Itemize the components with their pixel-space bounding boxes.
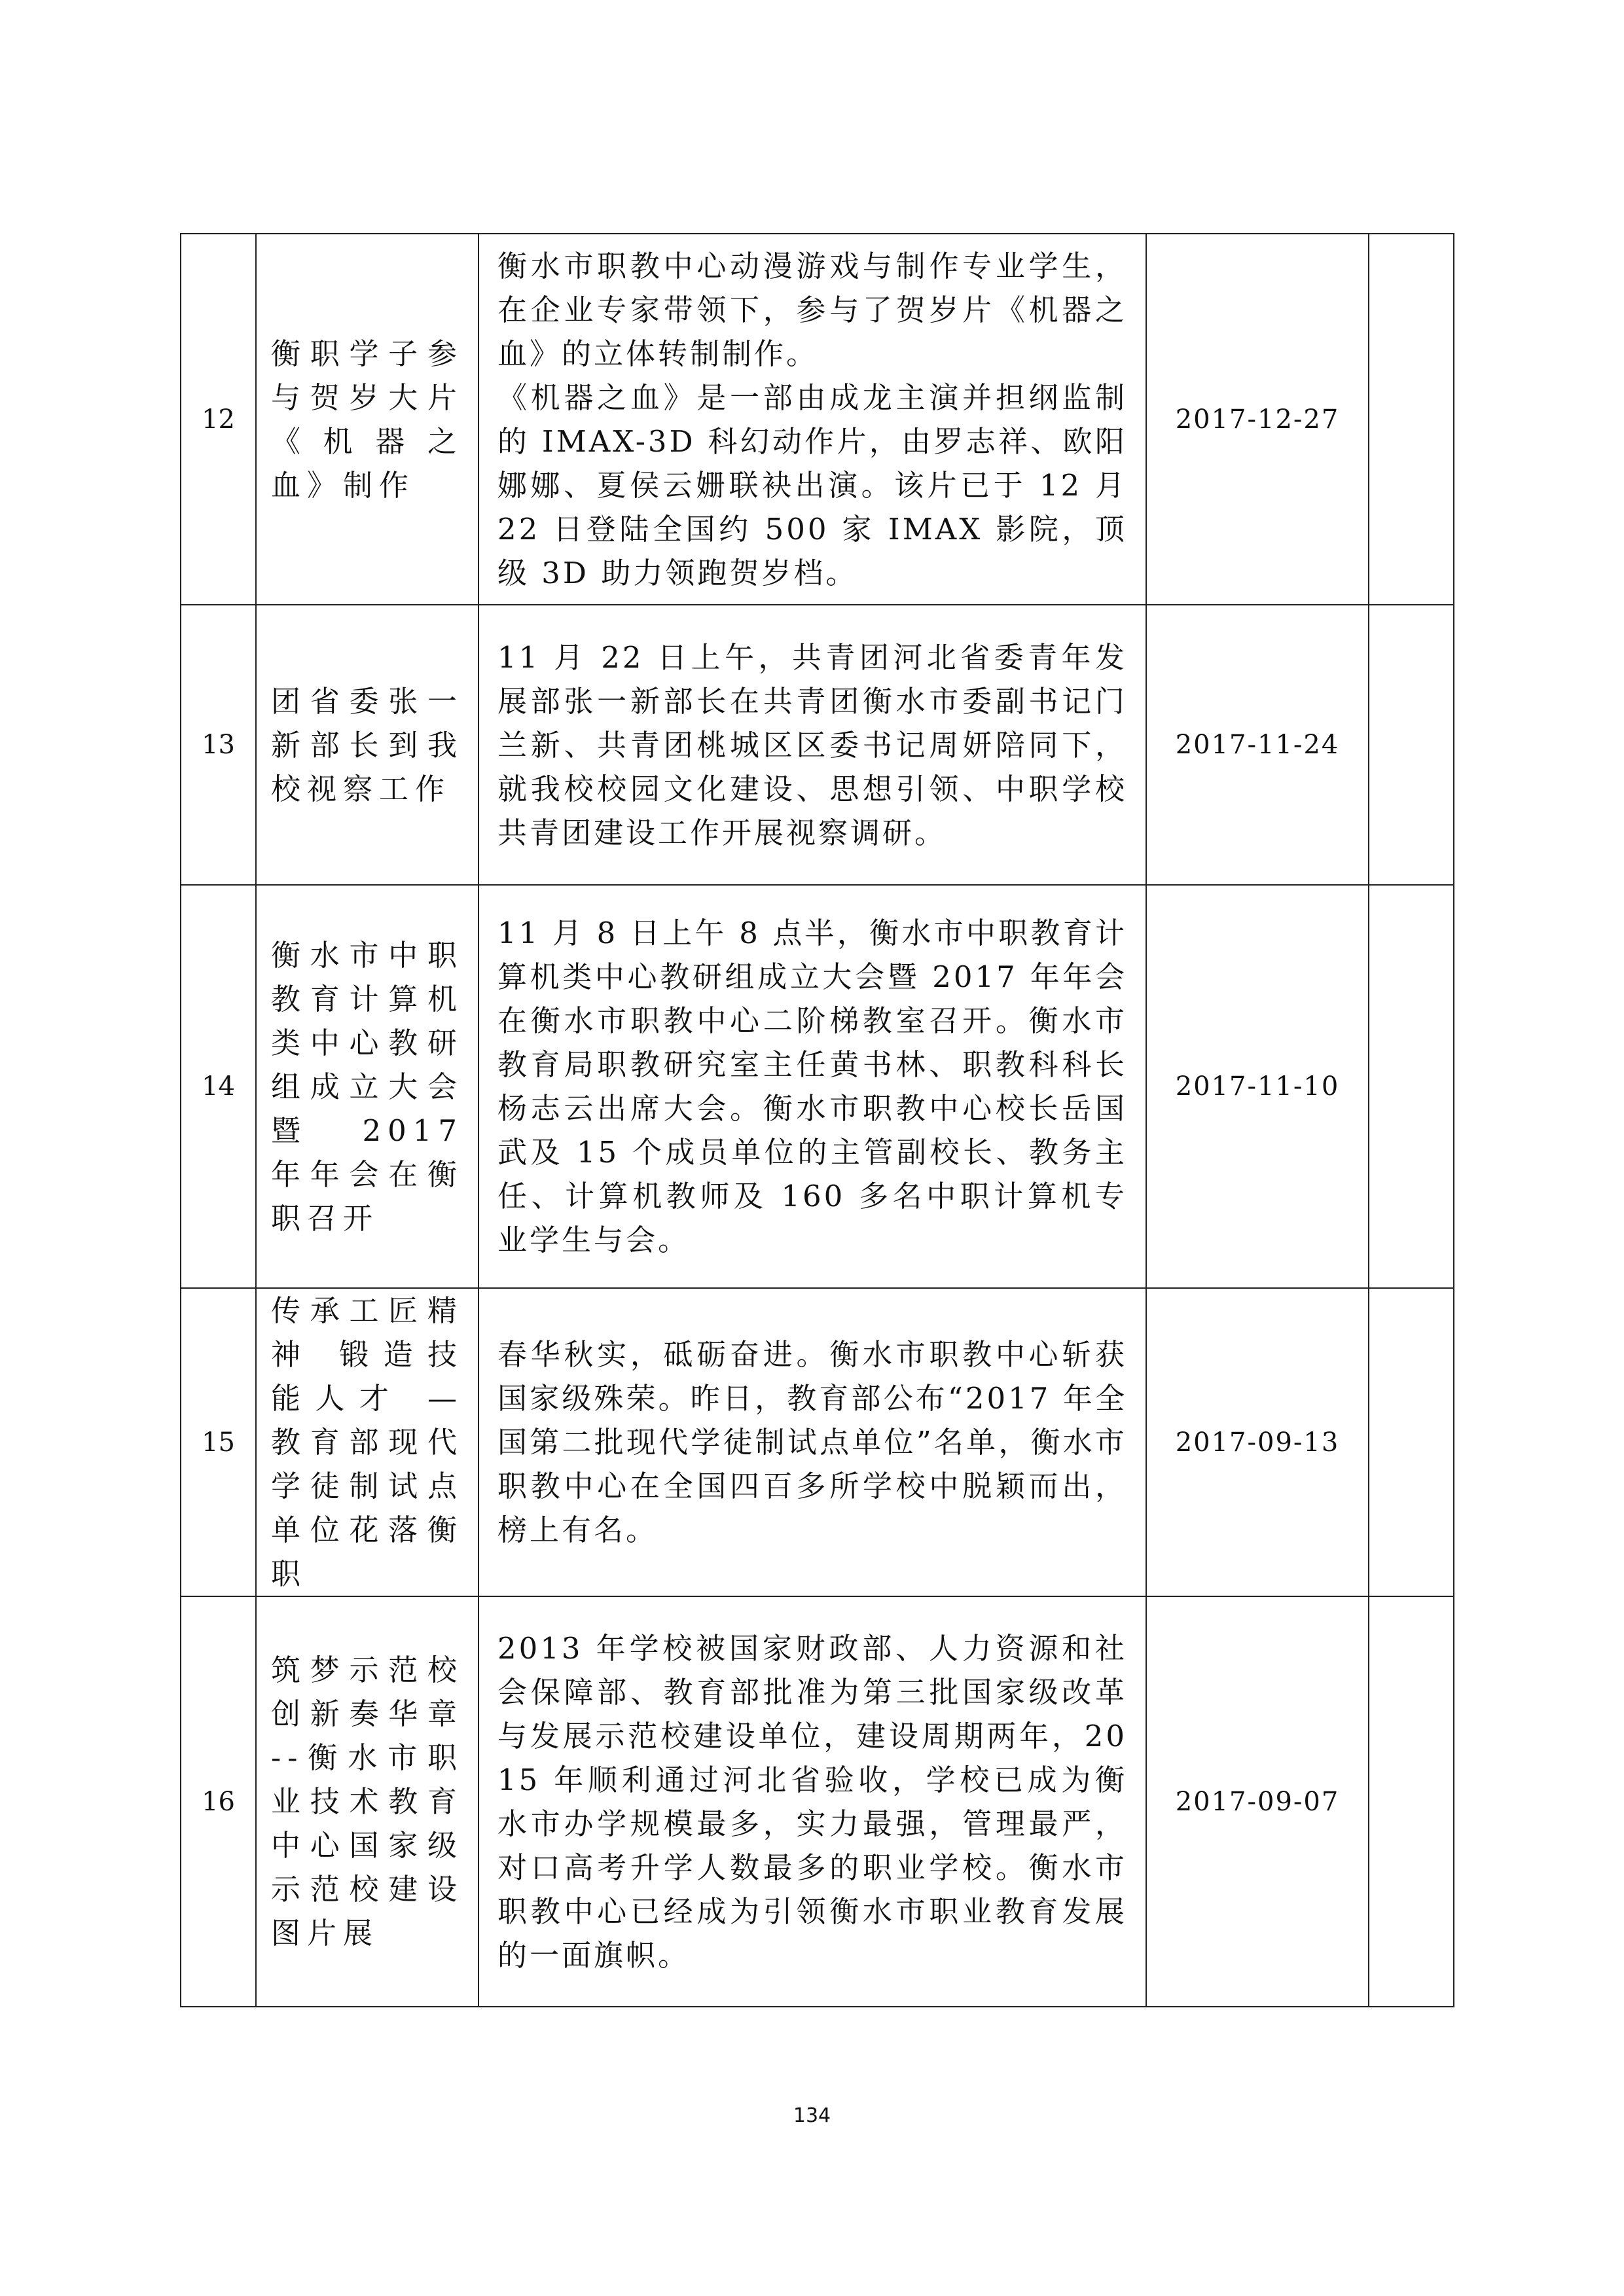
news-title: 衡职学子参与贺岁大片《机器之血》制作: [256, 234, 478, 605]
page-number: 134: [793, 2104, 831, 2127]
table-row: [181, 1596, 1454, 2007]
news-date: 2017-12-27: [1146, 234, 1369, 605]
summary-paragraph: 《机器之血》是一部由成龙主演并担纲监制的 IMAX-3D 科幻动作片，由罗志祥、欧阳娜娜、夏侯云姗联袂出演。该片已于 12 月 22 日登陆全国约 500 家 IMAX 影院，顶级 3D 助力领跑贺岁档。: [497, 380, 1127, 590]
summary-paragraph: 11 月 8 日上午 8 点半，衡水市中职教育计算机类中心教研组成立大会暨 2017 年年会在衡水市职教中心二阶梯教室召开。衡水市教育局职教研究室主任黄书林、职教科科长杨志云出席大会。衡水市职教中心校长岳国武及 15 个成员单位的主管副校长、教务主任、计算机教师及 160 多名中职计算机专业学生与会。: [497, 916, 1127, 1257]
news-date: 2017-11-10: [1146, 885, 1369, 1288]
empty-cell: [1369, 605, 1454, 885]
table-row: [181, 1288, 1454, 1596]
news-summary: [478, 885, 1146, 1288]
news-summary: [478, 234, 1146, 605]
row-number: 14: [181, 885, 256, 1288]
news-title: 团省委张一新部长到我校视察工作: [256, 605, 478, 885]
news-date: 2017-11-24: [1146, 605, 1369, 885]
summary-paragraph: 11 月 22 日上午，共青团河北省委青年发展部张一新部长在共青团衡水市委副书记门兰新、共青团桃城区区委书记周妍陪同下，就我校校园文化建设、思想引领、中职学校共青团建设工作开展视察调研。: [497, 639, 1127, 850]
empty-cell: [1369, 234, 1454, 605]
news-summary: [478, 1596, 1146, 2007]
table-row: [181, 605, 1454, 885]
empty-cell: [1369, 885, 1454, 1288]
row-number: 15: [181, 1288, 256, 1596]
news-table: [180, 233, 1454, 2007]
news-title: 衡水市中职教育计算机类中心教研组成立大会暨 2017 年年会在衡职召开: [256, 885, 478, 1288]
news-date: 2017-09-13: [1146, 1288, 1369, 1596]
news-date: 2017-09-07: [1146, 1596, 1369, 2007]
news-title: 筑梦示范校 创新奏华章 --衡水市职业技术教育中心国家级示范校建设图片展: [256, 1596, 478, 2007]
table-row: [181, 234, 1454, 605]
summary-paragraph: 春华秋实，砥砺奋进。衡水市职教中心斩获国家级殊荣。昨日，教育部公布“2017 年全国第二批现代学徒制试点单位”名单，衡水市职教中心在全国四百多所学校中脱颖而出，榜上有名。: [497, 1337, 1127, 1547]
summary-paragraph: 2013 年学校被国家财政部、人力资源和社会保障部、教育部批准为第三批国家级改革与发展示范校建设单位，建设周期两年，2015 年顺利通过河北省验收，学校已成为衡水市办学规模最多，实力最强，管理最严，对口高考升学人数最多的职业学校。衡水市职教中心已经成为引领衡水市职业教育发展的一面旗帜。: [497, 1630, 1127, 1973]
news-summary: [478, 605, 1146, 885]
news-title: 传承工匠精神 锻造技能人才 —教育部现代学徒制试点单位花落衡职: [256, 1288, 478, 1596]
summary-paragraph: 衡水市职教中心动漫游戏与制作专业学生，在企业专家带领下，参与了贺岁片《机器之血》的立体转制制作。: [497, 248, 1127, 371]
news-summary: [478, 1288, 1146, 1596]
row-number: 16: [181, 1596, 256, 2007]
empty-cell: [1369, 1288, 1454, 1596]
table-row: [181, 885, 1454, 1288]
row-number: 13: [181, 605, 256, 885]
empty-cell: [1369, 1596, 1454, 2007]
row-number: 12: [181, 234, 256, 605]
